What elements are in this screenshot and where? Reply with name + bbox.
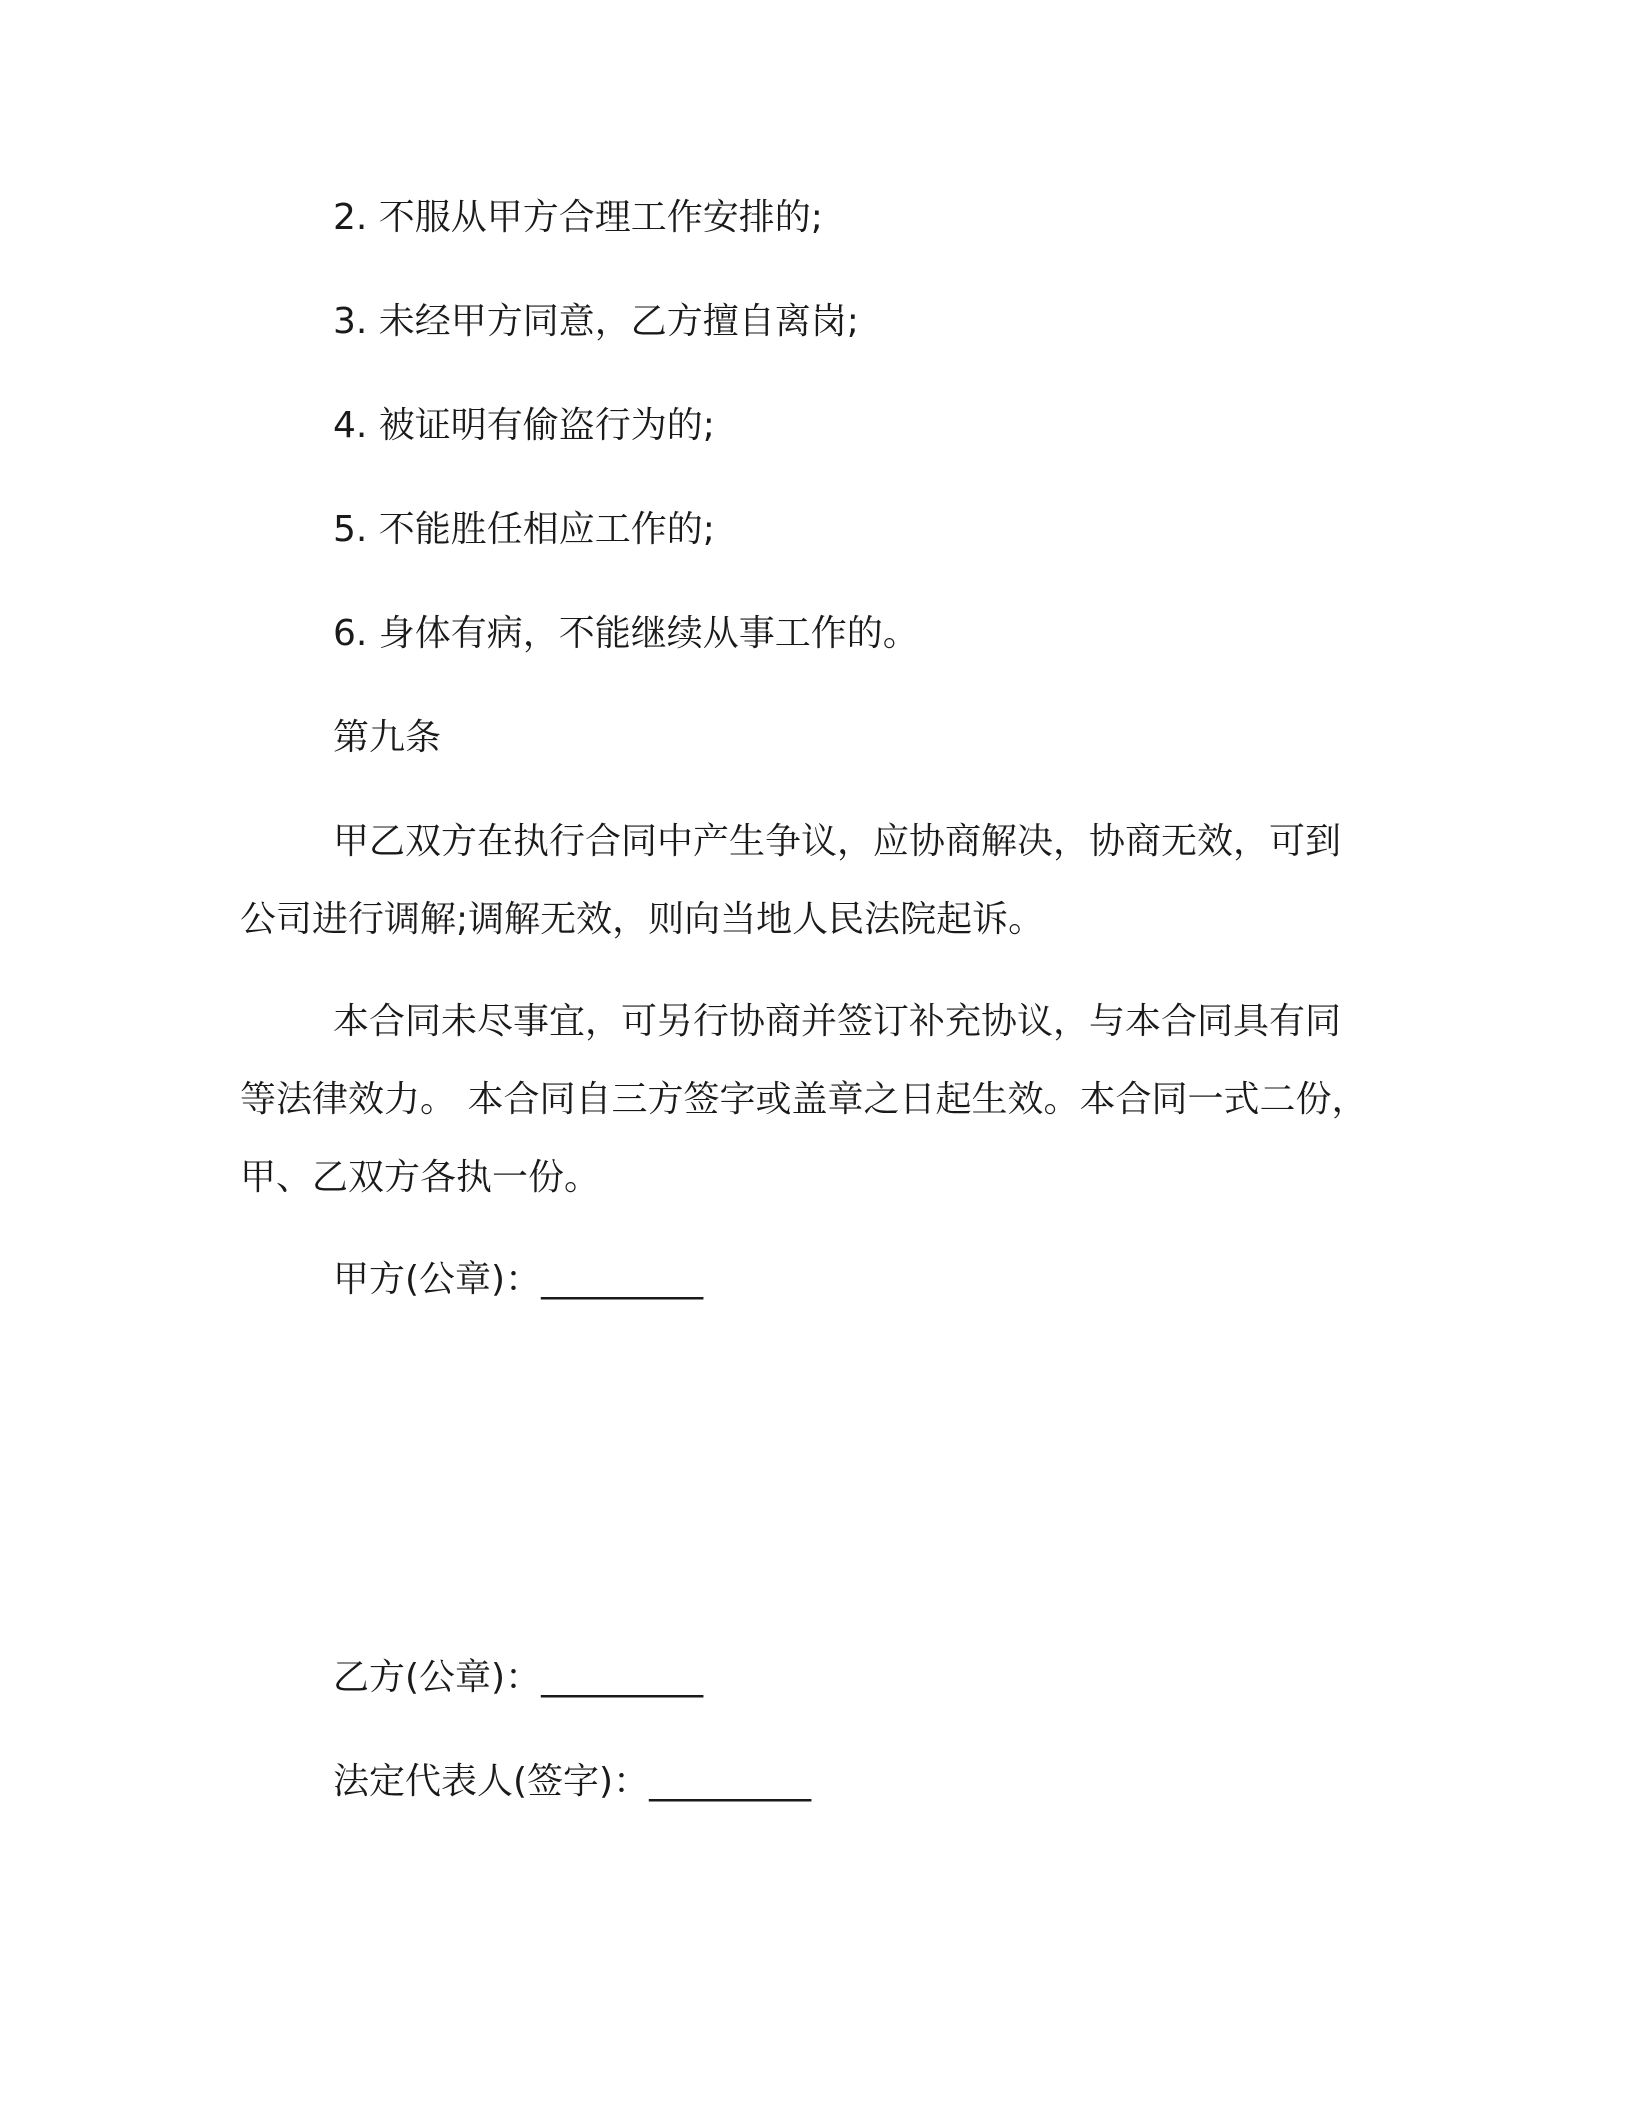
clause-item-5: 5. 不能胜任相应工作的; bbox=[333, 509, 715, 550]
supplement-paragraph-line-2: 等法律效力。 本合同自三方签字或盖章之日起生效。本合同一式二份， bbox=[240, 1079, 1368, 1120]
party-a-seal-line: 甲方(公章)：_________ bbox=[333, 1259, 704, 1300]
legal-representative-signature-line: 法定代表人(签字)：_________ bbox=[333, 1761, 812, 1802]
article-heading: 第九条 bbox=[333, 717, 442, 758]
dispute-paragraph-line-2: 公司进行调解;调解无效，则向当地人民法院起诉。 bbox=[240, 899, 1045, 940]
clause-item-6: 6. 身体有病，不能继续从事工作的。 bbox=[333, 613, 919, 654]
dispute-paragraph-line-1: 甲乙双方在执行合同中产生争议，应协商解决，协商无效，可到 bbox=[333, 821, 1342, 862]
clause-item-3: 3. 未经甲方同意，乙方擅自离岗; bbox=[333, 301, 859, 342]
party-b-seal-line: 乙方(公章)：_________ bbox=[333, 1657, 704, 1698]
clause-item-4: 4. 被证明有偷盗行为的; bbox=[333, 405, 715, 446]
clause-item-2: 2. 不服从甲方合理工作安排的; bbox=[333, 197, 823, 238]
supplement-paragraph-line-3: 甲、乙双方各执一份。 bbox=[240, 1157, 601, 1198]
supplement-paragraph-line-1: 本合同未尽事宜，可另行协商并签订补充协议，与本合同具有同 bbox=[333, 1001, 1342, 1042]
